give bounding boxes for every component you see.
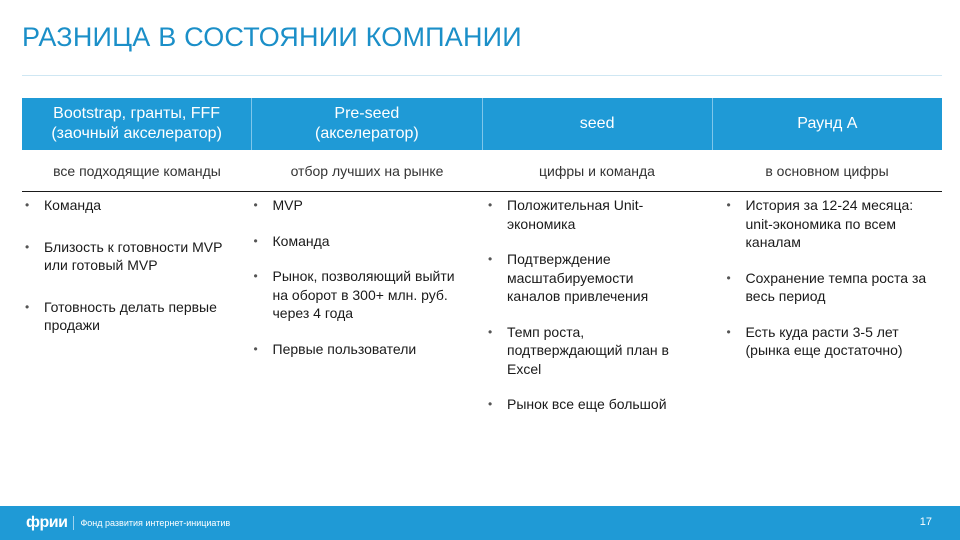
column-bootstrap xyxy=(22,193,241,493)
list-item xyxy=(22,238,227,275)
list-item xyxy=(485,395,690,414)
header-seed xyxy=(482,98,712,150)
slide-title: РАЗНИЦА В СОСТОЯНИИ КОМПАНИИ xyxy=(22,22,522,52)
list-item-text: Рынок, позволяющий выйти на оборот в 300+ млн. руб. через 4 года xyxy=(272,268,455,321)
bullet-icon: • xyxy=(726,324,731,339)
list-item-text: Близость к готовности MVP или готовый MVP xyxy=(44,238,223,273)
list-item-text: Первые пользователи xyxy=(272,340,417,357)
list-item xyxy=(22,196,227,215)
bullet-icon: • xyxy=(253,198,258,212)
subheader-seed: цифры и команда xyxy=(539,162,655,179)
list-item xyxy=(724,323,929,360)
list-item xyxy=(251,267,456,323)
subheader-bootstrap: все подходящие команды xyxy=(53,162,221,179)
header-line: Bootstrap, гранты, FFF xyxy=(53,105,221,122)
list-item-text: Готовность делать первые продажи xyxy=(44,298,217,333)
logo-mark: фрии xyxy=(26,514,68,531)
bullet-icon: • xyxy=(726,198,731,212)
bullet-icon: • xyxy=(25,299,30,314)
list-item-text: Положительная Unit-экономика xyxy=(507,197,644,232)
bullet-icon: • xyxy=(25,198,30,212)
table-header xyxy=(22,98,942,150)
header-line: Pre-seed xyxy=(334,105,400,122)
table-body xyxy=(22,193,942,493)
table-subheader-row xyxy=(22,150,942,192)
list-item xyxy=(22,298,227,335)
bullet-icon: • xyxy=(488,198,493,212)
column-seed xyxy=(469,193,704,493)
list-item-text: Сохранение темпа роста за весь период xyxy=(745,269,927,304)
list-item xyxy=(724,196,929,252)
header-line: Раунд А xyxy=(797,115,858,132)
logo-divider xyxy=(73,516,74,530)
list-item-text: Команда xyxy=(44,197,102,213)
header-line: seed xyxy=(579,115,615,132)
list-item-text: Рынок все еще большой xyxy=(507,396,667,412)
bullet-icon: • xyxy=(253,269,258,283)
footer-bar xyxy=(0,506,960,540)
bullet-icon: • xyxy=(253,233,258,248)
list-item xyxy=(724,269,929,306)
list-item xyxy=(485,250,690,306)
bullet-icon: • xyxy=(488,324,493,339)
column-round-a xyxy=(704,193,943,493)
list-item-text: Темп роста, подтверждающий план в Excel xyxy=(507,323,669,377)
bullet-icon: • xyxy=(253,341,258,356)
header-line: (заочный акселератор) xyxy=(51,125,222,142)
subheader-preseed: отбор лучших на рынке xyxy=(290,162,444,179)
frii-logo xyxy=(26,514,230,532)
bullet-icon: • xyxy=(726,270,731,285)
list-item-text: История за 12-24 месяца: unit-экономика по всем каналам xyxy=(745,197,914,250)
list-item-text: Команда xyxy=(272,232,330,249)
list-item-text: Подтверждение масштабируемости каналов привлечения xyxy=(507,251,649,304)
title-divider xyxy=(22,75,942,76)
bullet-icon: • xyxy=(25,239,30,254)
logo-text: Фонд развития интернет-инициатив xyxy=(80,518,231,528)
list-item xyxy=(251,232,456,251)
header-round-a xyxy=(712,98,942,150)
list-item xyxy=(485,323,690,379)
bullet-icon: • xyxy=(488,252,493,266)
header-preseed xyxy=(251,98,481,150)
column-preseed xyxy=(241,193,470,493)
header-bootstrap xyxy=(22,98,251,150)
list-item xyxy=(485,196,690,233)
list-item-text: MVP xyxy=(272,197,303,213)
subheader-round-a: в основном цифры xyxy=(765,162,889,179)
list-item xyxy=(251,196,456,215)
page-number: 17 xyxy=(919,516,932,528)
bullet-icon: • xyxy=(488,397,493,411)
list-item xyxy=(251,340,456,359)
header-line: (акселератор) xyxy=(315,125,419,142)
list-item-text: Есть куда расти 3-5 лет (рынка еще достаточно) xyxy=(745,323,903,358)
